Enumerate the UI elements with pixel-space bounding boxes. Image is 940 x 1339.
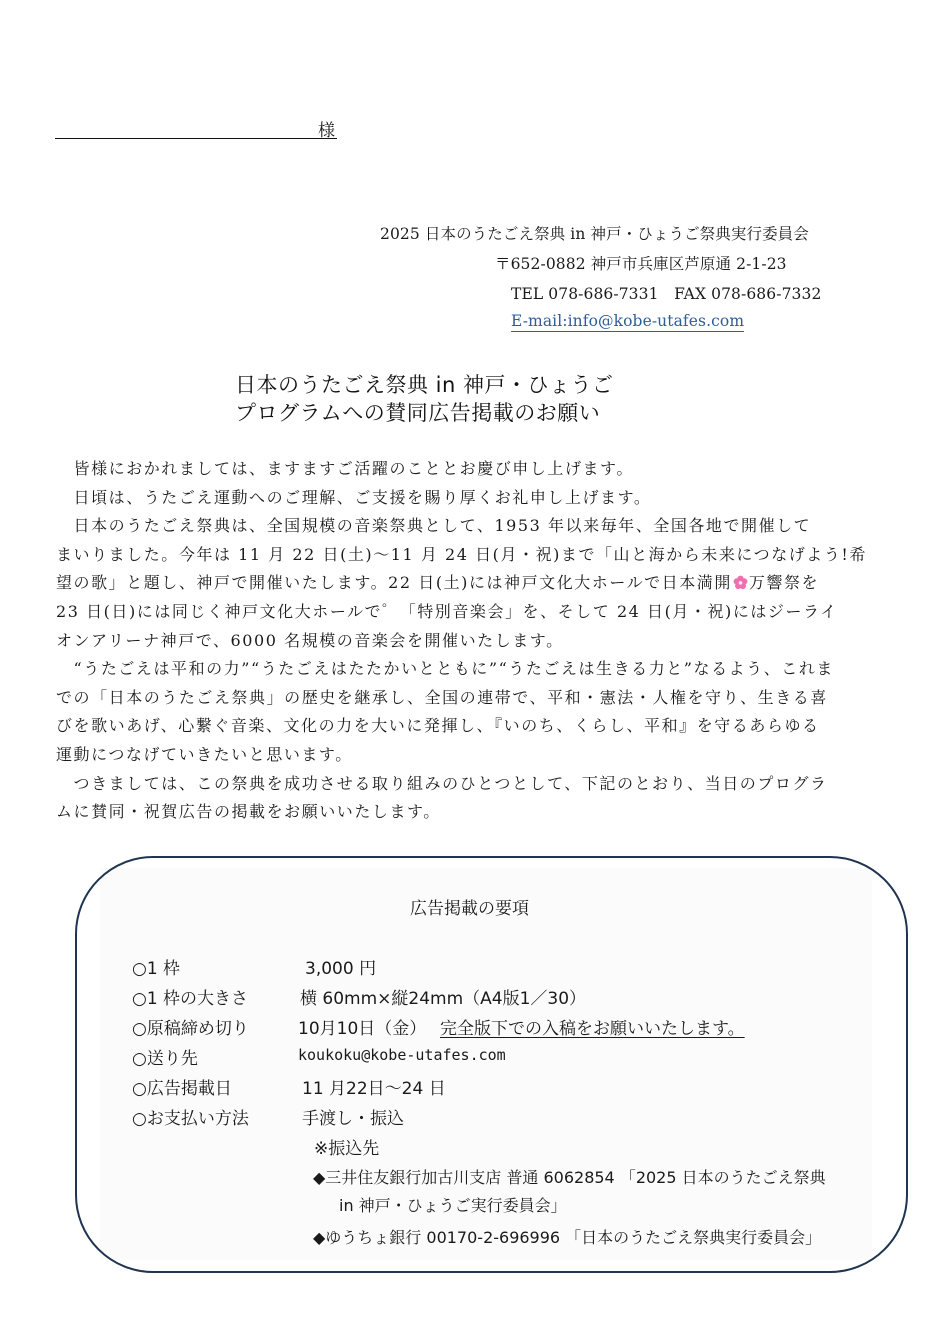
body-line-part: 望の歌」と題し、神戸で開催いたします。22 日(土)には神戸文化大ホールで日本満開 [56, 573, 732, 593]
req-value-price: 3,000 円 [305, 959, 377, 979]
req-label-deadline: ○原稿締め切り [132, 1019, 249, 1039]
sender-tel-fax: TEL 078-686-7331 FAX 078-686-7332 [511, 285, 822, 303]
body-line: オンアリーナ神戸で、6000 名規模の音楽会を開催いたします。 [56, 630, 564, 650]
sender-organization: 2025 日本のうたごえ祭典 in 神戸・ひょうご祭典実行委員会 [380, 225, 809, 243]
req-value-size: 横 60mm×縦24mm（A4版1／30） [300, 989, 587, 1009]
req-value-send-to-email[interactable]: koukoku@kobe-utafes.com [298, 1046, 506, 1064]
document-title-line-2: プログラムへの賛同広告掲載のお願い [235, 401, 601, 425]
transfer-heading: ※振込先 [314, 1139, 380, 1159]
body-line: つきましては、この祭典を成功させる取り組みのひとつとして、下記のとおり、当日のプログラ [56, 773, 828, 793]
body-line: “うたごえは平和の力”“うたごえはたたかいとともに”“うたごえは生きる力と”なるよう、これま [56, 659, 834, 679]
req-label-size: ○1 枠の大きさ [132, 989, 249, 1009]
req-label-send-to: ○送り先 [132, 1049, 198, 1069]
req-value-deadline: 10月10日（金） [298, 1019, 427, 1039]
body-line: 23 日(日)には同じく神戸文化大ホールで゜「特別音楽会」を、そして 24 日(月・祝)にはジーライ [56, 601, 838, 621]
req-note-deadline: 完全版下での入稿をお願いいたします。 [440, 1019, 745, 1039]
body-line-with-icon [56, 569, 876, 598]
sender-address: 〒652-0882 神戸市兵庫区芦原通 2-1-23 [495, 255, 787, 273]
addressee-honorific: 様 [318, 121, 335, 141]
sender-email-link[interactable]: E-mail:info@kobe-utafes.com [511, 312, 745, 330]
req-value-payment: 手渡し・振込 [302, 1109, 404, 1129]
document-title-line-1: 日本のうたごえ祭典 in 神戸・ひょうご [235, 373, 614, 397]
requirements-title: 広告掲載の要項 [410, 899, 529, 919]
req-label-payment: ○お支払い方法 [132, 1109, 249, 1129]
body-line: ムに賛同・祝賀広告の掲載をお願いいたします。 [56, 802, 441, 822]
body-line: での「日本のうたごえ祭典」の歴史を継承し、全国の連帯で、平和・憲法・人権を守り、生きる喜 [56, 687, 828, 707]
bank-smbc-line-1: ◆三井住友銀行加古川支店 普通 6062854 「2025 日本のうたごえ祭典 [313, 1168, 826, 1187]
req-label-publish-date: ○広告掲載日 [132, 1079, 232, 1099]
sakura-flower-icon [733, 575, 748, 590]
addressee-name-line [55, 138, 337, 139]
body-line: 日頃は、うたごえ運動へのご理解、ご支援を賜り厚くお礼申し上げます。 [56, 487, 652, 507]
body-line-part: 万響祭を [748, 573, 820, 593]
body-line: びを歌いあげ、心繋ぐ音楽、文化の力を大いに発揮し、『いのち、くらし、平和』を守るあらゆる [56, 716, 820, 736]
bank-japanpost-line: ◆ゆうちょ銀行 00170-2-696996 「日本のうたごえ祭典実行委員会」 [313, 1228, 822, 1247]
body-line: まいりました。今年は 11 月 22 日(土)～11 月 24 日(月・祝)まで「山と海から未来につなげよう!希 [56, 544, 867, 564]
body-line: 運動につなげていきたいと思います。 [56, 744, 353, 764]
req-value-publish-date: 11 月22日～24 日 [302, 1079, 446, 1099]
body-line: 皆様におかれましては、ますますご活躍のこととお慶び申し上げます。 [56, 459, 634, 478]
req-label-price: ○1 枠 [132, 959, 181, 979]
letter-body [56, 455, 876, 827]
bank-smbc-line-2: in 神戸・ひょうご実行委員会」 [339, 1196, 567, 1215]
body-line: 日本のうたごえ祭典は、全国規模の音楽祭典として、1953 年以来毎年、全国各地で開催して [56, 516, 812, 536]
